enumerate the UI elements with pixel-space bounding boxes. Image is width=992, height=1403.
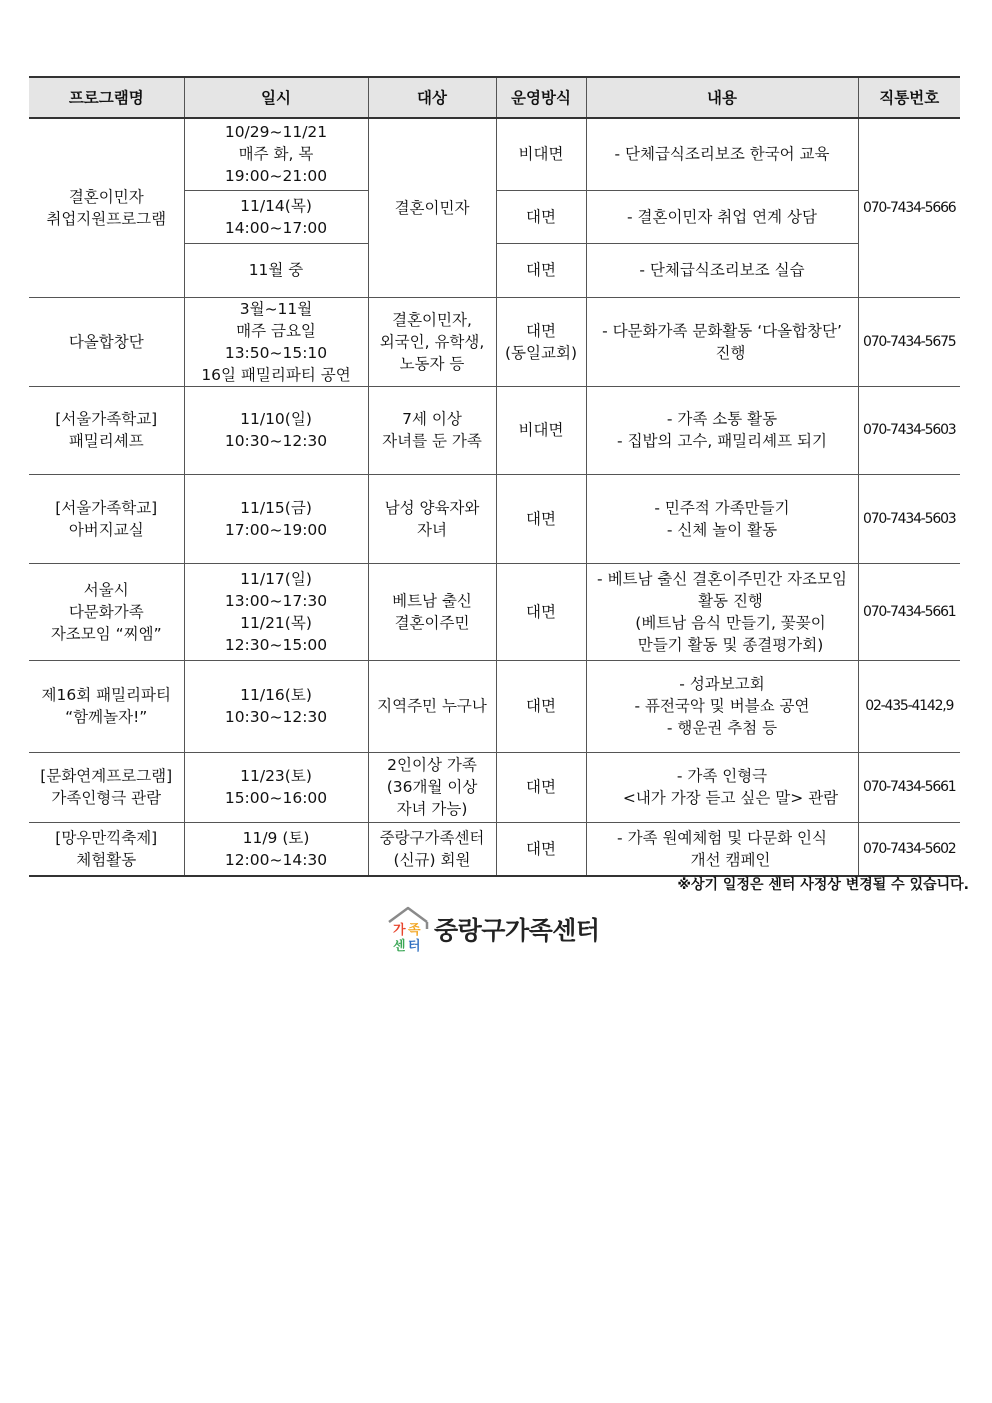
content-cell [586,297,858,386]
text-line: 대면 [526,321,556,340]
text-line: 11/17(일) 13:00~17:30 [224,569,328,610]
text-line: 16일 패밀리파티 공연 [201,365,351,384]
content-item: - 민주적 가족만들기 [654,498,790,517]
datetime-cell [184,660,368,752]
program-name-cell [29,474,184,563]
text-line: [서울가족학교] [55,410,158,428]
content-item: - 가족 소통 활동 [666,410,778,428]
text-line: 13:50~15:10 [224,343,328,362]
text-line: 제16회 패밀리파티 [41,686,171,704]
text-line: 11/15(금) [240,498,312,517]
phone-cell: 02-435-4142,9 [858,660,960,752]
text-line: 비대면 [518,421,564,439]
text-line: 결혼이주민 [394,613,470,632]
content-cell [586,752,858,822]
text-line: 남성 양육자와 [384,498,480,517]
logo-char-jok: 족 [408,923,421,938]
text-line: 비대면 [518,145,564,164]
datetime-cell [184,563,368,660]
text-line: 11/23(토) [240,767,312,785]
text-line: 결혼이민자, [392,310,472,329]
datetime-cell [184,118,368,190]
text-line: 11/16(토) 10:30~12:30 [224,686,328,726]
content-item: - 가족 인형극 [676,767,768,785]
datetime-cell [184,297,368,386]
content-item: - 신체 놀이 활동 [666,520,778,539]
table-row [29,386,960,474]
text-line: 대면 [526,509,556,528]
content-cell [586,243,858,297]
text-line: 19:00~21:00 [224,167,328,186]
text-line: 대면 [526,697,556,715]
text-line: 자조모임 “찌엠” [50,624,162,643]
datetime-cell [184,243,368,297]
content-item: - 성과보고회 [679,675,765,693]
text-line: 11월 중 [248,261,304,279]
program-name-cell [29,297,184,386]
text-line: (동일교회) [505,343,577,362]
text-line: 3월~11월 [239,299,313,318]
datetime-cell [184,752,368,822]
text-line: 결혼이민자 [68,187,144,206]
text-line: [문화연계프로그램] [40,767,173,785]
text-line: 다문화가족 [68,602,144,621]
text-line: 다올합창단 [68,332,144,351]
target-cell [368,660,496,752]
content-item: - 베트남 출신 결혼이주민간 자조모임 [597,569,847,588]
text-line: 체험활동 [76,850,137,869]
text-line: 중랑구가족센터 [379,828,485,847]
header-content: 내용 [586,77,858,118]
program-name-cell [29,118,184,297]
text-line: 대면 [526,261,556,279]
content-cell [586,660,858,752]
header-phone: 직통번호 [858,77,960,118]
program-schedule-table [29,76,960,877]
content-cell [586,386,858,474]
content-cell [586,822,858,876]
content-item-continued: <내가 가장 듣고 싶은 말> 관람 [622,789,839,807]
text-line: 11/9 (토) [242,828,310,847]
content-item: - 단체급식조리보조 한국어 교육 [614,145,830,164]
text-line: 11/21(목) 12:30~15:00 [224,613,328,654]
phone-cell: 070-7434-5602 [858,822,960,876]
content-item-continued: 만들기 활동 및 종결평가회) [637,635,824,654]
header-datetime: 일시 [184,77,368,118]
logo-char-teo: 터 [408,939,421,953]
method-cell [496,386,586,474]
program-name-cell [29,660,184,752]
text-line: [서울가족학교] [55,498,158,517]
phone-cell: 070-7434-5603 [858,474,960,563]
text-line: 11/10(일) [240,410,312,428]
content-item-continued: 개선 캠페인 [690,850,771,869]
text-line: 대면 [526,778,556,796]
house-logo-icon [386,905,430,953]
method-cell [496,474,586,563]
content-item: - 행운권 추첨 등 [666,719,778,737]
content-item-continued: 활동 진행 [698,591,763,610]
content-item-continued: 진행 [715,343,746,362]
text-line: 지역주민 누구나 [377,697,487,715]
content-item: - 다문화가족 문화활동 ‘다올합창단’ [602,321,842,340]
text-line: 10:30~12:30 [224,432,328,450]
logo-char-sen: 센 [393,939,406,953]
text-line: [망우만끽축제] [55,828,158,847]
text-line: 자녀를 둔 가족 [382,432,482,450]
text-line: 결혼이민자 [394,198,470,217]
text-line: 자녀 가능) [396,800,468,818]
method-cell [496,563,586,660]
text-line: 15:00~16:00 [224,789,328,807]
text-line: 대면 [526,602,556,621]
content-cell [586,190,858,243]
header-method: 운영방식 [496,77,586,118]
method-cell [496,118,586,190]
table-row [29,660,960,752]
target-cell [368,752,496,822]
text-line: 자녀 [417,520,447,539]
text-line: (신규) 회원 [393,850,471,869]
datetime-cell [184,822,368,876]
text-line: 대면 [526,207,556,226]
phone-cell: 070-7434-5603 [858,386,960,474]
text-line: 매주 화, 목 [238,145,314,164]
text-line: 취업지원프로그램 [46,209,167,228]
text-line: 외국인, 유학생, [379,332,485,351]
table-row [29,822,960,876]
center-logo [386,904,600,954]
text-line: 아버지교실 [68,520,144,539]
text-line: 11/14(목) [240,196,312,215]
datetime-cell [184,386,368,474]
target-cell [368,563,496,660]
text-line: 가족인형극 관람 [51,789,162,807]
text-line: “함께놀자!” [65,708,148,726]
content-cell [586,474,858,563]
text-line: 노동자 등 [399,354,465,373]
content-item: - 집밥의 고수, 패밀리셰프 되기 [617,432,827,450]
text-line: 2인이상 가족 [387,756,477,774]
text-line: 17:00~19:00 [224,520,328,539]
text-line: (36개월 이상 [386,778,478,796]
content-cell [586,563,858,660]
method-cell [496,243,586,297]
program-name-cell [29,822,184,876]
table-row [29,474,960,563]
table-row [29,563,960,660]
target-cell [368,822,496,876]
logo-char-ga: 가 [393,923,406,938]
program-name-cell [29,563,184,660]
content-item: - 단체급식조리보조 실습 [639,261,805,279]
program-name-cell [29,752,184,822]
text-line: 12:00~14:30 [224,850,328,869]
text-line: 매주 금요일 [236,321,316,340]
phone-cell: 070-7434-5661 [858,752,960,822]
content-item: - 결혼이민자 취업 연계 상담 [626,207,817,226]
schedule-change-note: ※상기 일정은 센터 사정상 변경될 수 있습니다. [677,877,969,893]
text-line: 서울시 [83,580,129,599]
text-line: 14:00~17:00 [224,218,328,237]
content-item-continued: (베트남 음식 만들기, 꽃꽂이 [635,613,826,632]
table-row [29,752,960,822]
datetime-cell [184,190,368,243]
header-target: 대상 [368,77,496,118]
table-row [29,297,960,386]
phone-cell: 070-7434-5661 [858,563,960,660]
method-cell [496,660,586,752]
datetime-cell [184,474,368,563]
target-cell [368,386,496,474]
text-line: 패밀리셰프 [68,432,144,450]
target-cell [368,474,496,563]
target-cell [368,118,496,297]
content-item: - 퓨전국악 및 버블쇼 공연 [634,697,810,715]
text-line: 10/29~11/21 [224,123,328,142]
content-cell [586,118,858,190]
text-line: 베트남 출신 [392,591,472,610]
text-line: 7세 이상 [402,410,462,428]
table-header-row [29,77,960,118]
text-line: 대면 [526,839,556,858]
method-cell [496,297,586,386]
target-cell [368,297,496,386]
phone-cell: 070-7434-5675 [858,297,960,386]
table-row [29,118,960,190]
header-program-name: 프로그램명 [29,77,184,118]
method-cell [496,190,586,243]
phone-cell: 070-7434-5666 [858,118,960,297]
program-name-cell [29,386,184,474]
content-item: - 가족 원예체험 및 다문화 인식 [617,828,827,847]
method-cell [496,752,586,822]
method-cell [496,822,586,876]
center-name: 중랑구가족센터 [434,916,600,945]
